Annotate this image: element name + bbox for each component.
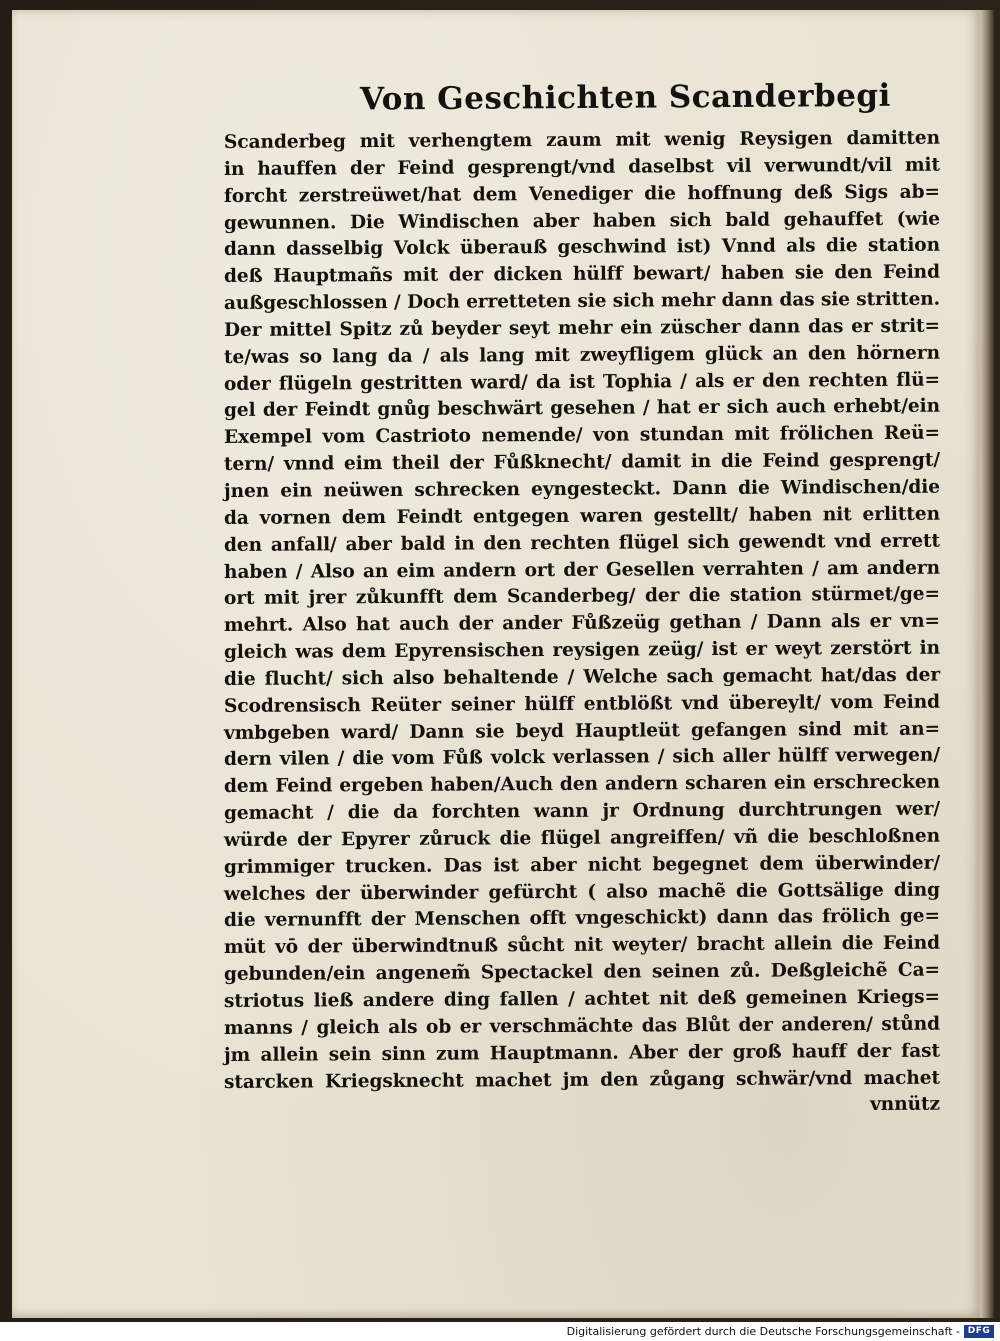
text-line: te/was so lang da / als lang mit zweyfligem glück an den hörnern <box>223 342 941 368</box>
text-line: gleich was dem Epyrensischen reysigen zeüg/ ist er weyt zerstört in <box>223 637 941 664</box>
text-line: grimmiger trucken. Das ist aber nicht begegnet dem überwinder/ <box>223 852 941 878</box>
text-line: mehrt. Also hat auch der ander Fůßzeüg gethan / Dann als er vn= <box>223 610 941 637</box>
text-line: würde der Epyrer zůruck die flügel angreiffen/ vñ die beschloßnen <box>223 825 941 851</box>
dfg-logo: DFG <box>964 1325 994 1338</box>
page-edge <box>980 10 994 1318</box>
text-line: striotus ließ andere ding fallen / achtet nit deß gemeinen Kriegs= <box>223 986 941 1012</box>
text-line: dem Feind ergeben haben/Auch den andern scharen ein erschrecken <box>223 771 941 798</box>
text-line: starcken Kriegsknecht machet jm den zůgang schwär/vnd machet <box>223 1067 941 1093</box>
text-line: gel der Feindt gnůg beschwärt gesehen / hat er sich auch erhebt/ein <box>223 396 941 422</box>
text-line: müt vō der überwindtnuß sůcht nit weyter/ bracht allein die Feind <box>223 932 941 959</box>
text-line: Der mittel Spitz zů beyder seyt mehr ein züscher dann das er strit= <box>223 315 941 341</box>
text-line: jm allein sein sinn zum Hauptmann. Aber der groß hauff der fast <box>223 1040 941 1066</box>
text-line: vmbgeben ward/ Dann sie beyd Hauptleüt gefangen sind mit an= <box>223 718 941 744</box>
text-line: gebunden/ein angenem̃ Spectackel den seinen zů. Deßgleichẽ Ca= <box>223 959 941 986</box>
text-line: Exempel vom Castrioto nemende/ von stundan mit frölichen Reü= <box>223 422 941 449</box>
text-line: dern vilen / die vom Fůß volck verlassen / sich aller hülff verwegen/ <box>223 745 941 771</box>
text-line: tern/ vnnd eim theil der Fůßknecht/ damit in die Feind gesprengt/ <box>223 449 941 476</box>
text-line: oder flügeln gestritten ward/ da ist Tophia / als er den rechten flü= <box>223 369 941 395</box>
text-line: deß Hauptmañs mit der dicken hülff bewart/ haben sie den Feind <box>223 261 941 288</box>
text-line: gewunnen. Die Windischen aber haben sich bald gehauffet (wie <box>223 208 941 234</box>
text-line: da vornen dem Feindt entgegen waren gestellt/ haben nit erlitten <box>223 503 941 529</box>
text-line: welches der überwinder gefürcht ( also machẽ die Gottsälige ding <box>223 879 941 905</box>
text-line: haben / Also an eim andern ort der Gesellen verrahten / am andern <box>223 557 941 583</box>
catchword: vnnütz <box>869 1094 941 1116</box>
text-line: in hauffen der Feind gesprengt/vnd daselbst vil verwundt/vil mit <box>223 154 941 180</box>
text-line: gemacht / die da forchten wann jr Ordnung durchtrungen wer/ <box>223 798 941 825</box>
text-line: ort mit jrer zůkunfft dem Scanderbeg/ der die station stürmet/ge= <box>223 583 941 610</box>
digitization-footer <box>0 1322 1000 1341</box>
text-line: den anfall/ aber bald in den rechten flügel sich gewendt vnd errett <box>223 530 941 556</box>
text-line: dann dasselbig Volck überauß geschwind ist) Vnnd als die station <box>223 235 941 261</box>
text-line: forcht zerstreüwet/hat dem Venediger die hoffnung deß Sigs ab= <box>223 181 941 207</box>
text-line: Scanderbeg mit verhengtem zaum mit wenig Reysigen damitten <box>223 127 941 153</box>
text-line: jnen ein neüwen schrecken eyngesteckt. Dann die Windischen/die <box>223 476 941 502</box>
text-line: außgeschlossen / Doch erretteten sie sich mehr dann das sie stritten. <box>223 288 941 315</box>
text-line: die vernunfft der Menschen offt vngeschickt) dann das frölich ge= <box>223 906 941 932</box>
running-head: Von Geschichten Scanderbegi <box>359 77 891 118</box>
text-line: Scodrensisch Reüter seiner hülff entblößt vnd übereylt/ vom Feind <box>223 691 941 717</box>
footer-credit: Digitalisierung gefördert durch die Deutsche Forschungsgemeinschaft - <box>566 1325 960 1338</box>
text-line: manns / gleich als ob er verschmächte das Blůt der anderen/ stůnd <box>223 1013 941 1039</box>
body-text <box>223 127 941 1123</box>
text-line: die flucht/ sich also behaltende / Welche sach gemacht hat/das der <box>223 664 941 690</box>
